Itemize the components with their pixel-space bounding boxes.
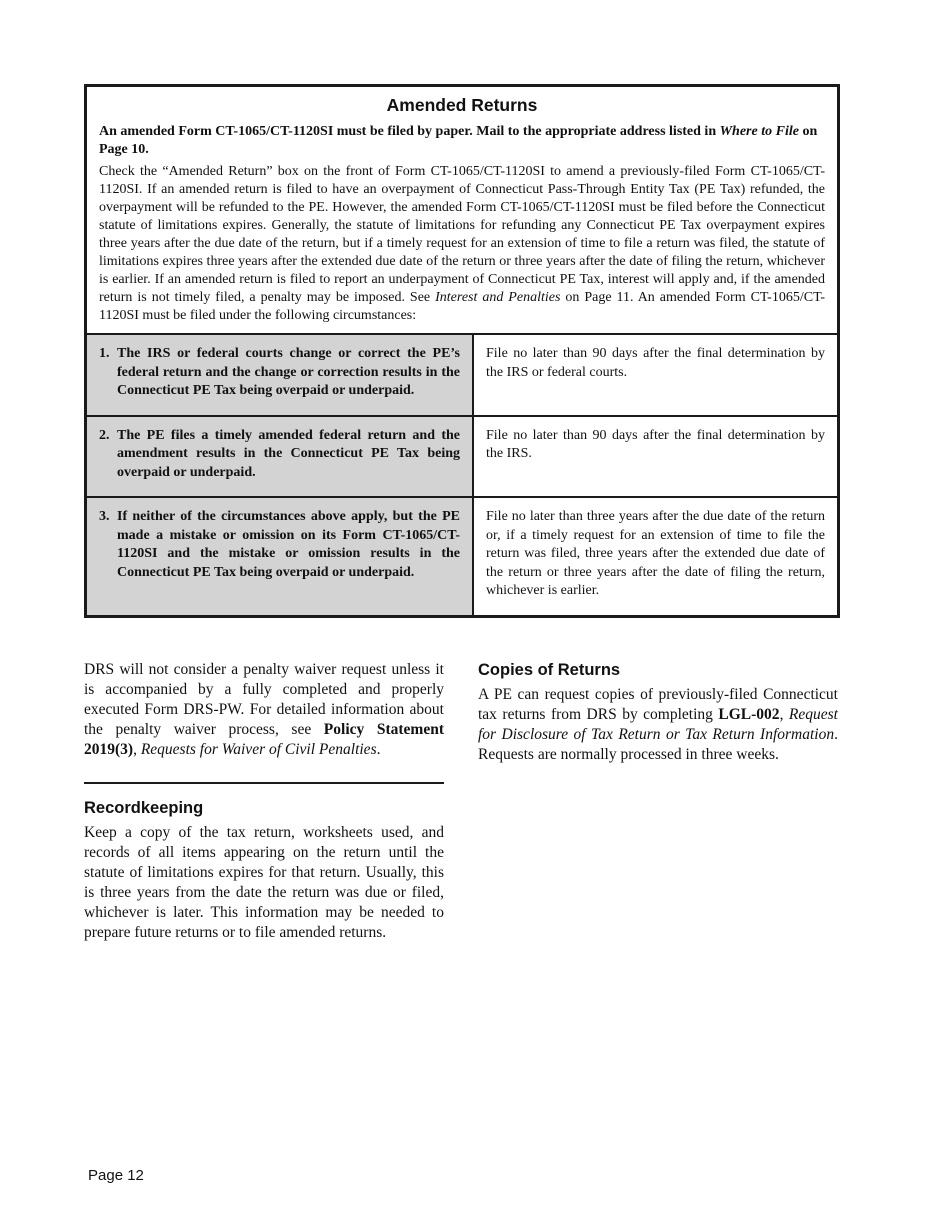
amended-returns-title: Amended Returns <box>386 95 538 115</box>
penalty-text-c: . <box>376 741 381 758</box>
condition-text: The PE files a timely amended federal return and the amendment results in the Connecticut PE Tax being overpaid or underpaid. <box>117 427 460 480</box>
penalty-text-b: , <box>133 741 141 758</box>
lead-text-a: An amended Form CT-1065/CT-1120SI must be filed by paper. Mail to the appropriate address listed in <box>99 124 720 139</box>
copies-heading: Copies of Returns <box>478 661 621 679</box>
copies-text-c: . Requests are normally processed in three weeks. <box>478 726 838 763</box>
circumstances-table <box>87 333 837 615</box>
table-row <box>87 497 837 615</box>
policy-statement-ref: Policy Statement 2019(3) <box>84 721 444 758</box>
section-divider <box>84 782 444 784</box>
copies-paragraph <box>478 685 838 765</box>
waiver-title-ref: Requests for Waiver of Civil Penalties <box>140 741 377 758</box>
condition-cell <box>87 497 473 615</box>
body-text-b: on Page 11. An amended Form CT-1065/CT-1120SI must be filed under the following circumstances: <box>99 290 826 323</box>
penalty-waiver-paragraph <box>84 660 444 760</box>
amended-body <box>99 163 825 325</box>
deadline-cell: File no later than 90 days after the final determination by the IRS or federal courts. <box>473 334 837 416</box>
condition-cell <box>87 416 473 498</box>
lgl-002-ref: LGL-002 <box>718 706 780 723</box>
recordkeeping-heading: Recordkeeping <box>84 799 204 817</box>
lead-text-b: on Page 10. <box>99 124 818 157</box>
table-row <box>87 334 837 416</box>
left-column <box>84 660 444 943</box>
interest-penalties-ref: Interest and Penalties <box>435 290 561 305</box>
right-column <box>478 660 838 765</box>
disclosure-form-title: Request for Disclosure of Tax Return or Tax Return Information <box>478 706 838 743</box>
amended-returns-box <box>84 84 840 618</box>
row-number: 2. <box>99 427 110 443</box>
copies-text-b: , <box>779 706 789 723</box>
amended-intro <box>87 87 837 333</box>
copies-text-a: A PE can request copies of previously-filed Connecticut tax returns from DRS by completing <box>478 686 838 723</box>
amended-lead <box>99 123 825 159</box>
recordkeeping-paragraph: Keep a copy of the tax return, worksheets used, and records of all items appearing on the return until the statute of limitations expires for that return. Usually, this is three years from the date the return was due or filed, whichever is later. This information may be needed to prepare future returns or to file amended returns. <box>84 824 444 941</box>
penalty-text-a: DRS will not consider a penalty waiver request unless it is accompanied by a fully completed and properly executed Form DRS-PW. For detailed information about the penalty waiver process, see <box>84 661 444 738</box>
deadline-cell: File no later than three years after the due date of the return or, if a timely request for an extension of time to file the return was filed, three years after the extended due date of the return or three years after the date of filing the return, whichever is earlier. <box>473 497 837 615</box>
condition-text: If neither of the circumstances above apply, but the PE made a mistake or omission on its Form CT-1065/CT-1120SI and the mistake or omission results in the Connecticut PE Tax being overpaid or underpaid. <box>117 509 460 580</box>
body-text-a: Check the “Amended Return” box on the front of Form CT-1065/CT-1120SI to amend a previously-filed Form CT-1065/CT-1120SI. If an amended return is filed to have an overpayment of Connecticut Pass-Through Entity Tax (PE Tax) refunded, the overpayment will be refunded to the PE. However, the amended Form CT-1065/CT-1120SI must be filed before the Connecticut statute of limitations expires. Generally, the statute of limitations for refunding any Connecticut PE Tax overpayment expires three years after the due date of the return, but if a timely request for an extension of time to file a return was filed, the statute of limitations expires three years after the extended due date of the return or three years after the date of filing the return, whichever is earlier. If an amended return is filed to report an underpayment of Connecticut PE Tax, interest will apply and, if the amended return is not timely filed, a penalty may be imposed. See <box>99 164 825 305</box>
page-number: Page 12 <box>88 1167 144 1184</box>
condition-cell <box>87 334 473 416</box>
deadline-cell: File no later than 90 days after the final determination by the IRS. <box>473 416 837 498</box>
row-number: 1. <box>99 346 110 361</box>
table-row <box>87 416 837 498</box>
where-to-file-ref: Where to File <box>719 124 799 139</box>
condition-text: The IRS or federal courts change or correct the PE’s federal return and the change or correction results in the Connecticut PE Tax being overpaid or underpaid. <box>117 346 460 398</box>
row-number: 3. <box>99 509 110 524</box>
